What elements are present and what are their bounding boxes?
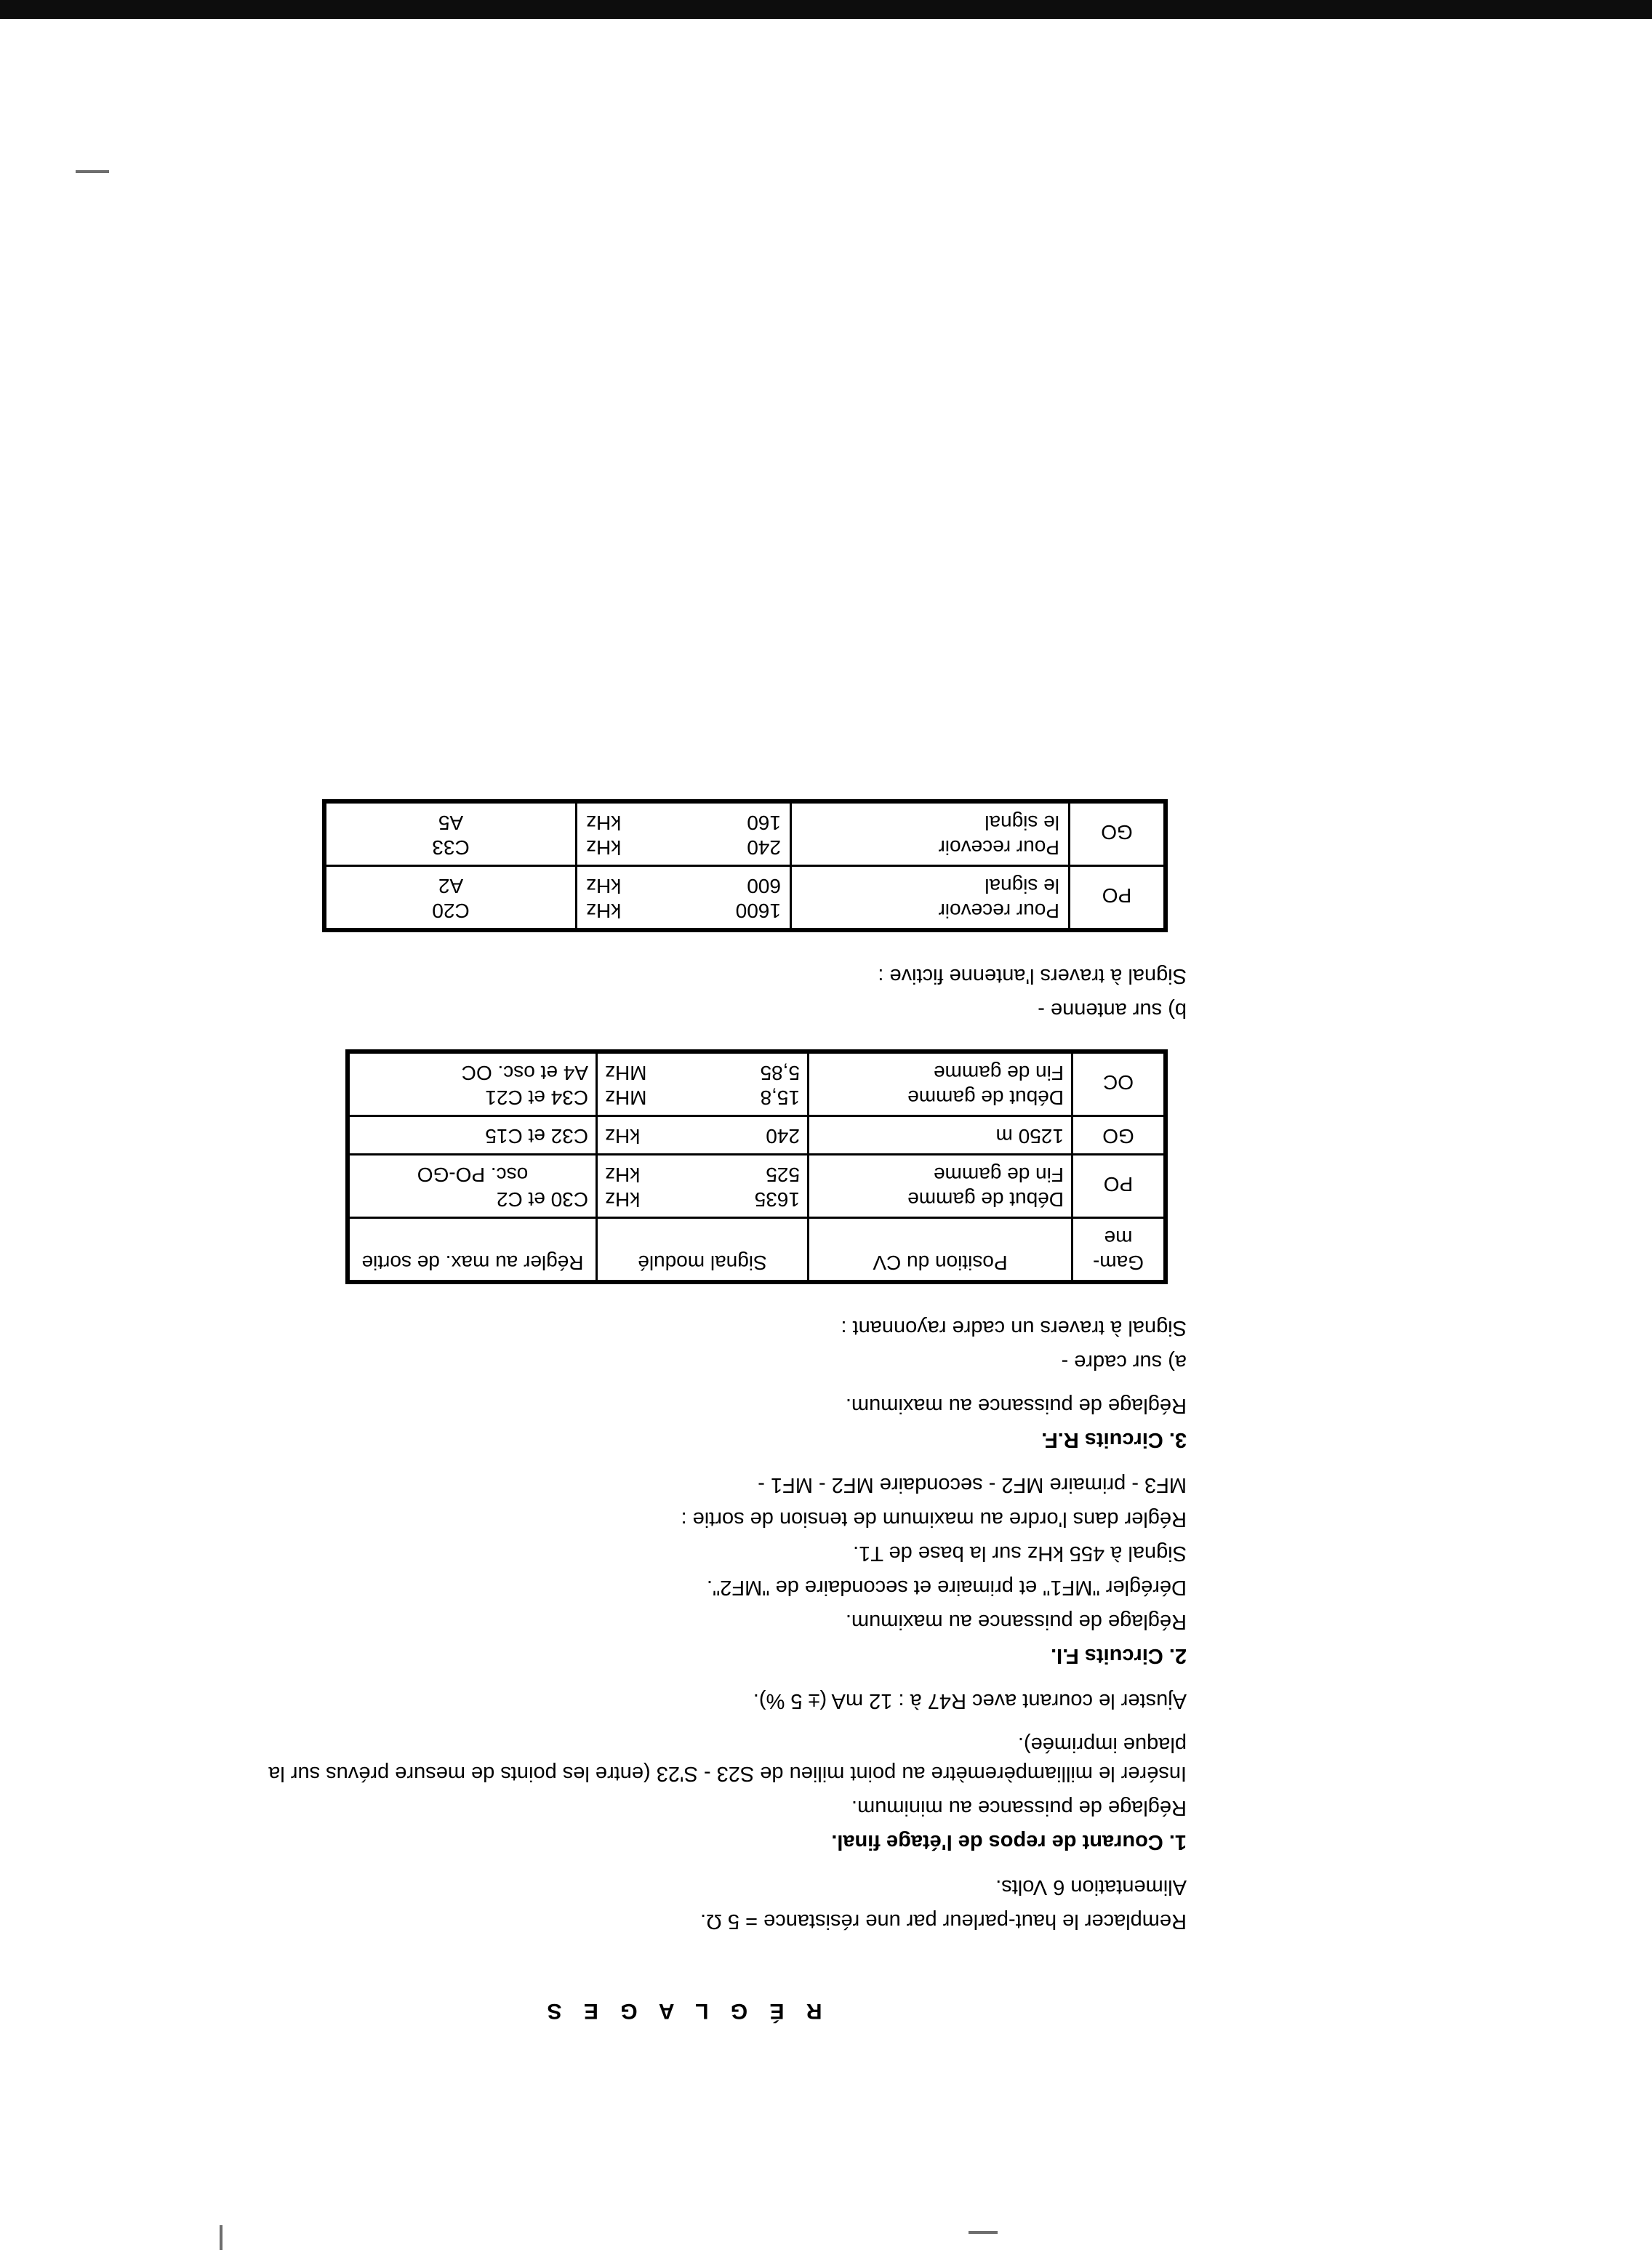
section-2-heading: 2. Circuits F.I. xyxy=(1051,1644,1187,1667)
output-bottom: A5 xyxy=(438,812,464,834)
cell-output xyxy=(324,866,577,931)
section-1-line-1: Réglage de puissance au minimum. xyxy=(851,1796,1187,1819)
signal-top-value: 1635 xyxy=(754,1188,800,1211)
table-row xyxy=(348,1155,1166,1218)
cell-output xyxy=(324,801,577,866)
scan-tick-mark-lower xyxy=(76,170,109,173)
frequency-bottom-unit: kHz xyxy=(586,875,622,897)
frequency-bottom-value: 600 xyxy=(747,875,781,897)
signal-bottom-unit: MHz xyxy=(605,1062,647,1084)
scan-tick-mark-top xyxy=(220,2225,222,2250)
header-output: Régler au max. de sortie xyxy=(348,1218,597,1283)
signal-bottom-unit: kHz xyxy=(605,1163,641,1186)
instruction-bottom: le signal xyxy=(985,812,1059,834)
antenna-table-wrapper xyxy=(220,799,1168,932)
frequency-bottom-value: 160 xyxy=(747,812,781,834)
cell-gamme: GO xyxy=(1070,801,1166,866)
output-top: C20 xyxy=(432,900,470,922)
cell-signal xyxy=(597,1052,809,1116)
cell-output xyxy=(348,1155,597,1218)
output-top: C30 et C2 xyxy=(496,1188,588,1211)
signal-bottom-value: 525 xyxy=(766,1163,800,1186)
cell-frequency xyxy=(577,866,791,931)
position-bottom: Fin de gamme xyxy=(934,1163,1064,1186)
table-header-row xyxy=(348,1218,1166,1283)
cell-position xyxy=(809,1052,1072,1116)
output-bottom: A2 xyxy=(438,875,464,897)
section-2-line-4: Régler dans l'ordre au maximum de tension de sortie : xyxy=(681,1507,1187,1531)
frequency-top-value: 1600 xyxy=(735,900,781,922)
signal-top-unit: kHz xyxy=(605,1188,641,1211)
cell-gamme: GO xyxy=(1072,1116,1166,1155)
scan-edge-shadow xyxy=(0,0,1652,19)
table-row xyxy=(348,1052,1166,1116)
instruction-top: Pour recevoir xyxy=(938,836,1059,859)
output-top: C34 et C21 xyxy=(485,1086,588,1109)
position-bottom: Fin de gamme xyxy=(934,1062,1064,1084)
cell-instruction xyxy=(791,801,1070,866)
subsection-b-label: b) sur antenne - xyxy=(1038,998,1187,1022)
frequency-top-unit: kHz xyxy=(586,900,622,922)
section-2-line-3: Signal à 455 kHz sur la base de T1. xyxy=(853,1542,1187,1565)
antenna-settings-table xyxy=(322,799,1168,932)
section-2-line-1: Réglage de puissance au maximum. xyxy=(845,1610,1187,1633)
position-top: Début de gamme xyxy=(907,1086,1064,1109)
frequency-bottom-unit: kHz xyxy=(586,812,622,834)
section-3-line-1: Réglage de puissance au maximum. xyxy=(845,1394,1187,1417)
header-position: Position du CV xyxy=(809,1218,1072,1283)
intro-line-2: Alimentation 6 Volts. xyxy=(995,1875,1187,1899)
cell-position: 1250 m xyxy=(809,1116,1072,1155)
table-row xyxy=(324,801,1166,866)
cell-gamme: PO xyxy=(1072,1155,1166,1218)
section-3-heading: 3. Circuits R.F. xyxy=(1041,1428,1187,1451)
output-top: C33 xyxy=(432,836,470,859)
intro-line-1: Remplacer le haut-parleur par une résistance = 5 Ω. xyxy=(700,1910,1187,1933)
frame-table-wrapper xyxy=(220,1049,1168,1284)
output-bottom: A4 et osc. OC xyxy=(461,1062,588,1084)
header-signal: Signal modulé xyxy=(597,1218,809,1283)
cell-gamme: PO xyxy=(1070,866,1166,931)
section-1-heading: 1. Courant de repos de l'étage final. xyxy=(831,1830,1187,1854)
table-row xyxy=(324,866,1166,931)
position-top: Début de gamme xyxy=(907,1188,1064,1211)
section-1-line-3: Ajuster le courant avec R47 à : 12 mA (± 5 %). xyxy=(753,1689,1187,1713)
scan-tick-mark-upper xyxy=(969,2231,998,2234)
frequency-top-value: 240 xyxy=(747,836,781,859)
signal-top-unit: kHz xyxy=(605,1125,641,1147)
cell-position xyxy=(809,1155,1072,1218)
cell-output: C32 et C15 xyxy=(348,1116,597,1155)
section-1-line-2: Insérer le milliampèremètre au point milieu de S23 - S'23 (entre les points de mesure prévus sur la plaque imprimée). xyxy=(262,1733,1187,1785)
signal-top-value: 15,8 xyxy=(760,1086,800,1109)
instruction-bottom: le signal xyxy=(985,875,1059,897)
frame-settings-table xyxy=(345,1049,1168,1284)
section-2-line-5: MF3 - primaire MF2 - secondaire MF2 - MF1 - xyxy=(758,1473,1187,1497)
page-title: R É G L A G E S xyxy=(539,1999,822,2023)
signal-bottom-value: 5,85 xyxy=(760,1062,800,1084)
section-2-line-2: Dérégler "MF1" et primaire et secondaire de "MF2". xyxy=(706,1576,1187,1599)
output-bottom: osc. PO-GO xyxy=(417,1163,529,1186)
cell-output xyxy=(348,1052,597,1116)
subsection-b-caption: Signal à travers l'antenne fictive : xyxy=(878,964,1187,988)
frequency-top-unit: kHz xyxy=(586,836,622,859)
subsection-a-caption: Signal à travers un cadre rayonnant : xyxy=(841,1316,1187,1339)
cell-instruction xyxy=(791,866,1070,931)
header-gamme: Gam- me xyxy=(1072,1218,1166,1283)
cell-signal xyxy=(597,1116,809,1155)
signal-top-unit: MHz xyxy=(605,1086,647,1109)
cell-signal xyxy=(597,1155,809,1218)
instruction-top: Pour recevoir xyxy=(938,900,1059,922)
table-row xyxy=(348,1116,1166,1155)
cell-gamme: OC xyxy=(1072,1052,1166,1116)
document-body xyxy=(220,799,1187,2023)
scan-edge-gap xyxy=(0,19,1652,23)
subsection-a-label: a) sur cadre - xyxy=(1061,1350,1187,1374)
signal-top-value: 240 xyxy=(766,1125,800,1147)
cell-frequency xyxy=(577,801,791,866)
